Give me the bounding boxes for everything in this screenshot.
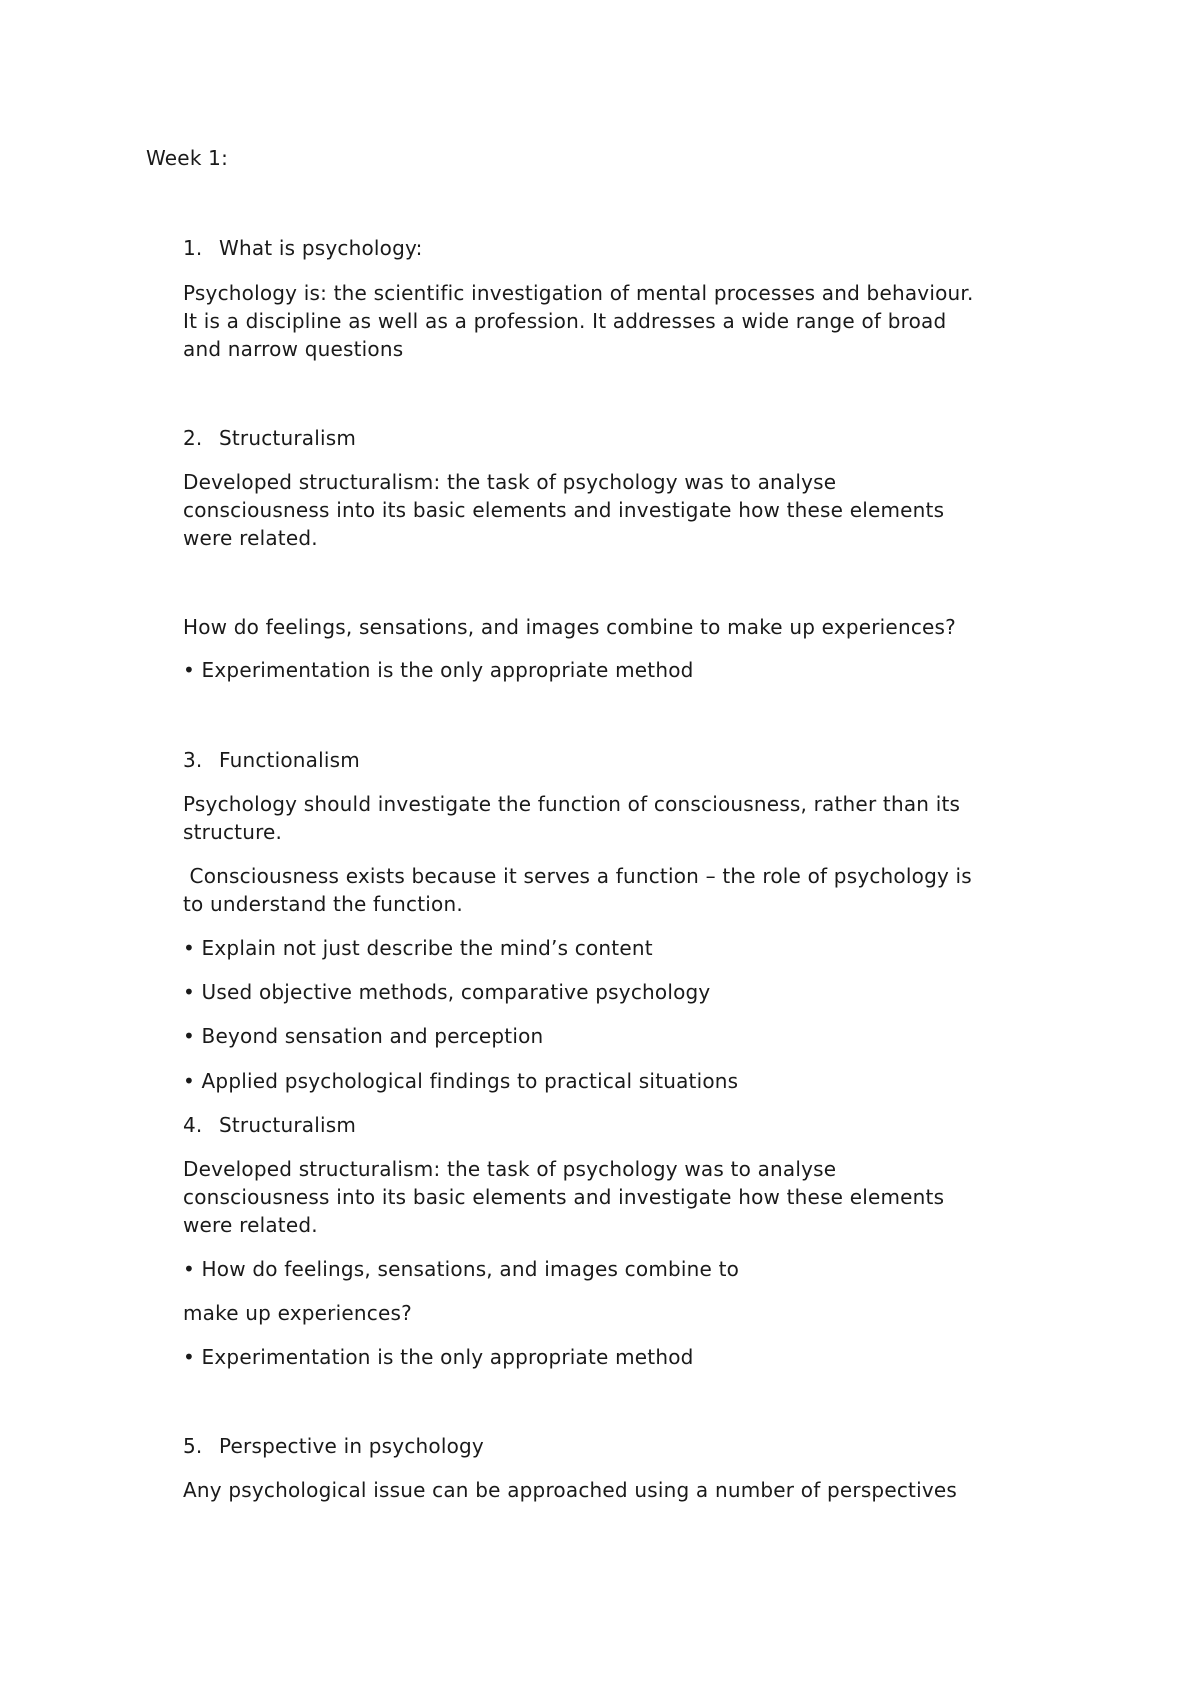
section-3-heading xyxy=(183,746,360,774)
section-number: 3. xyxy=(183,748,203,772)
section-4-paragraph-line: were related. xyxy=(183,1213,318,1237)
section-1-heading xyxy=(183,234,423,262)
section-2-paragraph-line: were related. xyxy=(183,526,318,550)
section-title: Structuralism xyxy=(219,426,357,450)
section-3-paragraph2-line: to understand the function. xyxy=(183,892,463,916)
section-2-question: How do feelings, sensations, and images combine to make up experiences? xyxy=(183,615,956,639)
section-4-bullet: • How do feelings, sensations, and images combine to xyxy=(183,1257,740,1281)
section-2-heading xyxy=(183,424,356,452)
section-1-paragraph-line: It is a discipline as well as a profession. It addresses a wide range of broad xyxy=(183,309,947,333)
section-1-paragraph-line: and narrow questions xyxy=(183,337,404,361)
section-title: What is psychology: xyxy=(219,236,423,260)
section-2-paragraph-line: consciousness into its basic elements and investigate how these elements xyxy=(183,498,945,522)
section-title: Structuralism xyxy=(219,1113,357,1137)
section-4-paragraph-line: Developed structuralism: the task of psychology was to analyse xyxy=(183,1157,837,1181)
section-3-bullet: • Used objective methods, comparative psychology xyxy=(183,980,711,1004)
section-number: 4. xyxy=(183,1113,203,1137)
section-4-paragraph-line: consciousness into its basic elements and investigate how these elements xyxy=(183,1185,945,1209)
section-2-bullet: • Experimentation is the only appropriate method xyxy=(183,658,694,682)
section-number: 2. xyxy=(183,426,203,450)
document-heading: Week 1: xyxy=(146,146,229,170)
section-3-paragraph2-line: Consciousness exists because it serves a function – the role of psychology is xyxy=(183,864,972,888)
section-3-bullet: • Applied psychological findings to practical situations xyxy=(183,1069,739,1093)
section-5-heading xyxy=(183,1432,484,1460)
section-number: 1. xyxy=(183,236,203,260)
section-1-paragraph-line: Psychology is: the scientific investigation of mental processes and behaviour. xyxy=(183,281,974,305)
section-number: 5. xyxy=(183,1434,203,1458)
section-3-paragraph-line: structure. xyxy=(183,820,283,844)
section-4-bullet: • Experimentation is the only appropriate method xyxy=(183,1345,694,1369)
section-4-heading xyxy=(183,1111,356,1139)
section-3-bullet: • Explain not just describe the mind’s content xyxy=(183,936,653,960)
section-5-paragraph-line: Any psychological issue can be approached using a number of perspectives xyxy=(183,1478,957,1502)
section-title: Perspective in psychology xyxy=(219,1434,484,1458)
section-title: Functionalism xyxy=(219,748,360,772)
section-2-paragraph-line: Developed structuralism: the task of psychology was to analyse xyxy=(183,470,837,494)
section-3-bullet: • Beyond sensation and perception xyxy=(183,1024,544,1048)
section-4-continuation: make up experiences? xyxy=(183,1301,412,1325)
section-3-paragraph-line: Psychology should investigate the function of consciousness, rather than its xyxy=(183,792,961,816)
